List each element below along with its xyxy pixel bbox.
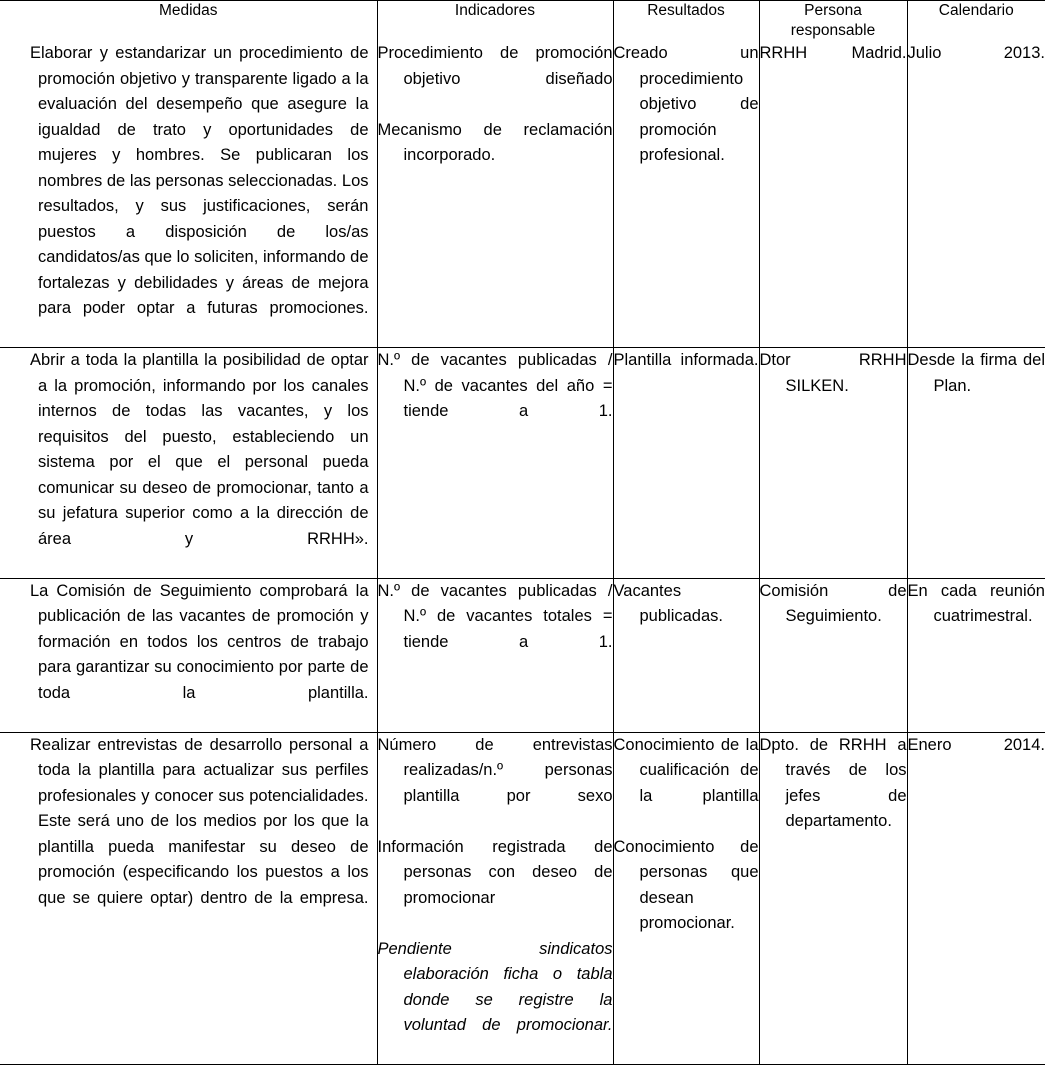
cell-persona-responsable [759, 348, 907, 579]
cell-paragraph: Conocimiento de la cualificación de la plantilla [613, 735, 759, 805]
measure-paragraph [6, 579, 369, 732]
column-header-line: Persona [804, 2, 862, 19]
measure-paragraph [6, 733, 369, 937]
cell-paragraph: Comisión de Seguimiento. [759, 581, 907, 625]
cell-resultados [613, 732, 759, 1065]
cell-medidas [0, 732, 377, 1065]
cell-calendario [907, 578, 1045, 732]
measure-paragraph [6, 41, 369, 347]
cell-paragraph: Julio 2013. [907, 44, 1045, 62]
column-header-line: Indicadores [454, 2, 536, 19]
cell-paragraph: Desde la firma del Plan. [907, 351, 1045, 395]
measure-text: La Comisión de Seguimiento comprobará la publicación de las vacantes de promoción y formación en todos los centros de trabajo para garantizar su conocimiento por parte de toda la plantilla. [30, 581, 369, 702]
measure-text: Abrir a toda la plantilla la posibilidad de optar a la promoción, informando por los canales internos de todas las vacantes, y los requisitos del puesto, estableciendo un sistema por el que el personal pueda comunicar su deseo de promocionar, tanto a su jefatura superior como a la dirección de área y RRHH». [30, 351, 369, 548]
column-header-persona-responsable [759, 1, 907, 42]
column-header-calendario [907, 1, 1045, 42]
column-header-line: Resultados [647, 2, 725, 19]
cell-resultados [613, 578, 759, 732]
column-header-medidas [0, 1, 377, 42]
measure-text: Elaborar y estandarizar un procedimiento de promoción objetivo y transparente ligado a la evaluación del desempeño que asegure la igualdad de trato y oportunidades de mujeres y hombres. Se publicaran los nombres de las personas seleccionadas. Los resultados, y sus justificaciones, serán puestos a disposición de los/as candidatos/as que lo soliciten, informando de fortalezas y debilidades y áreas de mejora para poder optar a futuras promociones. [30, 44, 369, 317]
cell-paragraph: Plantilla informada. [613, 351, 759, 369]
cell-indicadores [377, 578, 613, 732]
cell-paragraph: RRHH Madrid. [759, 44, 907, 62]
cell-paragraph: Información registrada de personas con deseo de promocionar [377, 837, 613, 907]
cell-persona-responsable [759, 578, 907, 732]
column-header-indicadores [377, 1, 613, 42]
column-header-line: Calendario [938, 2, 1014, 19]
cell-calendario [907, 348, 1045, 579]
header-row [0, 1, 1045, 42]
column-header-resultados [613, 1, 759, 42]
cell-resultados [613, 348, 759, 579]
measure-number [6, 579, 30, 605]
cell-persona-responsable [759, 41, 907, 348]
cell-paragraph: Mecanismo de reclamación incorporado. [377, 120, 613, 164]
measure-text: Realizar entrevistas de desarrollo personal a toda la plantilla para actualizar sus perfiles profesionales y conocer sus potencialidades. Este será uno de los medios por los que la plantilla pueda manifestar su deseo de promoción (especificando los puestos a los que se quiere optar) dentro de la empresa. [30, 735, 369, 907]
cell-medidas [0, 578, 377, 732]
cell-persona-responsable [759, 732, 907, 1065]
cell-paragraph: Creado un procedimiento objetivo de promoción profesional. [613, 44, 759, 164]
cell-medidas [0, 348, 377, 579]
measure-number [6, 733, 30, 759]
column-header-line: Medidas [158, 2, 218, 19]
cell-indicadores [377, 348, 613, 579]
table-row [0, 348, 1045, 579]
table-row [0, 732, 1045, 1065]
cell-calendario [907, 41, 1045, 348]
column-header-line: responsable [790, 22, 876, 39]
cell-paragraph: Procedimiento de promoción objetivo diseñado [377, 44, 613, 88]
measure-number [6, 41, 30, 67]
table-header [0, 1, 1045, 42]
cell-paragraph: Dpto. de RRHH a través de los jefes de departamento. [759, 735, 907, 830]
cell-indicadores [377, 41, 613, 348]
cell-paragraph: Enero 2014. [907, 735, 1045, 754]
cell-paragraph: N.º de vacantes publicadas / N.º de vacantes totales = tiende a 1. [377, 581, 613, 651]
cell-paragraph: Número de entrevistas realizadas/n.º personas plantilla por sexo [377, 735, 613, 805]
cell-calendario [907, 732, 1045, 1065]
cell-indicadores [377, 732, 613, 1065]
cell-paragraph: Dtor RRHH SILKEN. [759, 351, 907, 395]
cell-paragraph: En cada reunión cuatrimestral. [907, 581, 1045, 625]
cell-paragraph: Vacantes publicadas. [613, 581, 723, 625]
measure-number [6, 348, 30, 374]
table-body [0, 41, 1045, 1065]
cell-medidas [0, 41, 377, 348]
table-row [0, 578, 1045, 732]
cell-resultados [613, 41, 759, 348]
cell-paragraph: Pendiente sindicatos elaboración ficha o tabla donde se registre la voluntad de promocionar. [377, 939, 613, 1034]
table-row [0, 41, 1045, 348]
measure-paragraph [6, 348, 369, 578]
cell-paragraph: Conocimiento de personas que desean promocionar. [613, 837, 759, 932]
cell-paragraph: N.º de vacantes publicadas / N.º de vacantes del año = tiende a 1. [377, 351, 613, 420]
